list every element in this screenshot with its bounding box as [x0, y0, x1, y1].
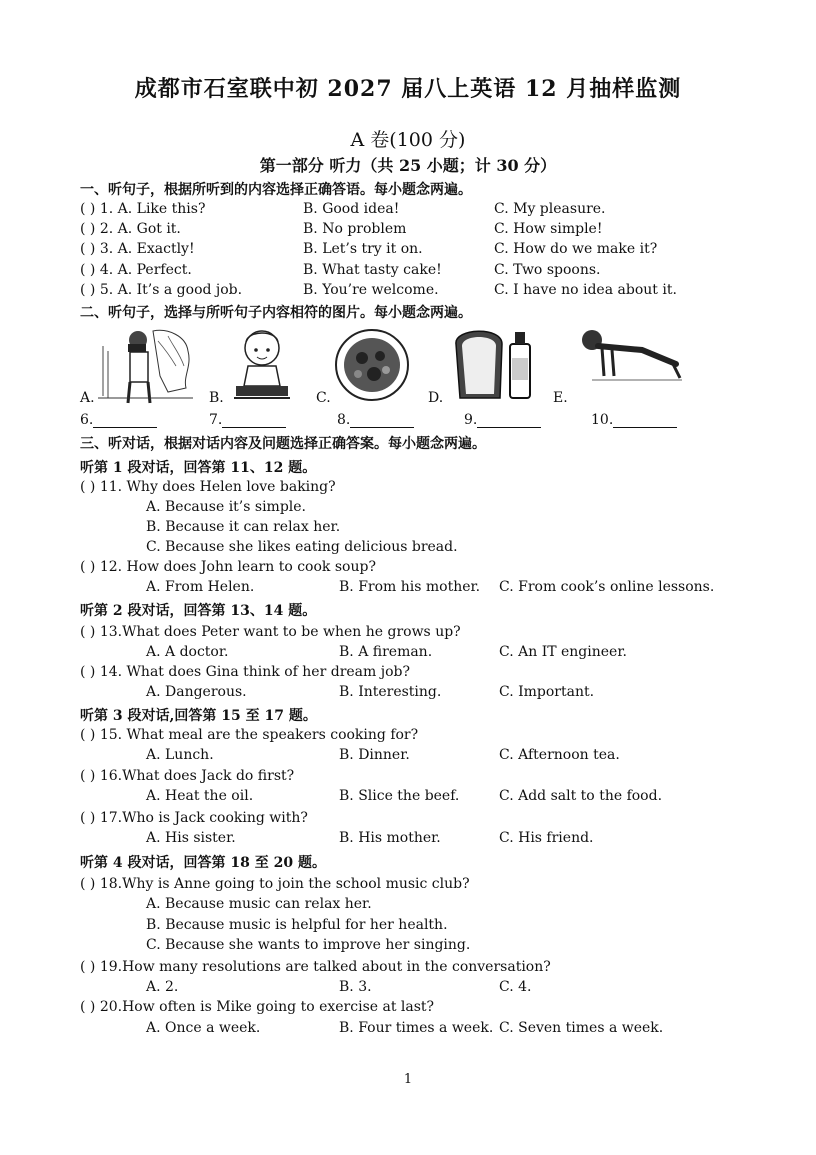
q11-option-c: C. Because she likes eating delicious bread.: [146, 539, 458, 555]
q2-c: C. How simple!: [494, 221, 603, 237]
q3-c: C. How do we make it?: [494, 241, 658, 257]
picture-b-boy-cooking: [226, 326, 298, 406]
q14-option-a: A. Dangerous.: [146, 684, 247, 700]
q15-option-b: B. Dinner.: [339, 747, 410, 763]
dialogue2-heading: 听第 2 段对话，回答第 13、14 题。: [80, 603, 317, 619]
picture-label-d: D.: [428, 390, 444, 406]
q18-option-b: B. Because music is helpful for her health.: [146, 917, 448, 933]
q15-option-c: C. Afternoon tea.: [499, 747, 620, 763]
picture-label-e: E.: [553, 390, 568, 406]
picture-label-b: B.: [209, 390, 224, 406]
q12: ( ) 12. How does John learn to cook soup?: [80, 559, 376, 575]
q19: ( ) 19.How many resolutions are talked about in the conversation?: [80, 959, 551, 975]
q20: ( ) 20.How often is Mike going to exercise at last?: [80, 999, 435, 1015]
blank-7[interactable]: [209, 412, 286, 428]
q18-option-a: A. Because music can relax her.: [146, 896, 372, 912]
blank-6-number: 6.: [80, 412, 94, 428]
q4-c: C. Two spoons.: [494, 262, 601, 278]
section1-heading: 一、听句子，根据所听到的内容选择正确答语。每小题念两遍。: [80, 182, 472, 198]
blank-8[interactable]: [337, 412, 414, 428]
picture-label-a: A.: [80, 390, 95, 406]
picture-e-pushup: [572, 326, 684, 386]
q13-option-b: B. A fireman.: [339, 644, 433, 660]
q17-option-a: A. His sister.: [146, 830, 236, 846]
q20-option-b: B. Four times a week.: [339, 1020, 494, 1036]
q5-b: B. You’re welcome.: [303, 282, 439, 298]
q19-option-b: B. 3.: [339, 979, 372, 995]
picture-c-food-bowl: [334, 328, 410, 402]
q20-option-c: C. Seven times a week.: [499, 1020, 664, 1036]
q12-option-a: A. From Helen.: [146, 579, 255, 595]
picture-label-c: C.: [316, 390, 331, 406]
q5-c: C. I have no idea about it.: [494, 282, 677, 298]
q20-option-a: A. Once a week.: [146, 1020, 261, 1036]
picture-d-bread-milk: [452, 326, 534, 402]
blank-6[interactable]: [80, 412, 157, 428]
q4-b: B. What tasty cake!: [303, 262, 442, 278]
q13-option-c: C. An IT engineer.: [499, 644, 627, 660]
section3-heading: 三、听对话，根据对话内容及问题选择正确答案。每小题念两遍。: [80, 436, 486, 452]
q18-option-c: C. Because she wants to improve her singing.: [146, 937, 471, 953]
blank-9[interactable]: [464, 412, 541, 428]
picture-a-photographer: [98, 326, 193, 404]
page-number: 1: [403, 1072, 413, 1087]
blank-7-number: 7.: [209, 412, 223, 428]
blank-10[interactable]: [591, 412, 677, 428]
q1-c: C. My pleasure.: [494, 201, 606, 217]
q3-b: B. Let’s try it on.: [303, 241, 423, 257]
exam-title: 成都市石室联中初 2027 届八上英语 12 月抽样监测: [134, 76, 682, 102]
q12-option-c: C. From cook’s online lessons.: [499, 579, 715, 595]
q14: ( ) 14. What does Gina think of her dream job?: [80, 664, 410, 680]
q16-option-a: A. Heat the oil.: [146, 788, 254, 804]
q15: ( ) 15. What meal are the speakers cooking for?: [80, 727, 419, 743]
q13: ( ) 13.What does Peter want to be when he grows up?: [80, 624, 461, 640]
q19-option-a: A. 2.: [146, 979, 179, 995]
q17-option-c: C. His friend.: [499, 830, 594, 846]
dialogue1-heading: 听第 1 段对话，回答第 11、12 题。: [80, 460, 317, 476]
q11-option-a: A. Because it’s simple.: [146, 499, 307, 515]
paper-a-label: A 卷(100 分): [350, 129, 466, 151]
section2-heading: 二、听句子，选择与所听句子内容相符的图片。每小题念两遍。: [80, 305, 472, 321]
q11-option-b: B. Because it can relax her.: [146, 519, 341, 535]
q17-option-b: B. His mother.: [339, 830, 441, 846]
q11: ( ) 11. Why does Helen love baking?: [80, 479, 336, 495]
q13-option-a: A. A doctor.: [146, 644, 229, 660]
q4-a: ( ) 4. A. Perfect.: [80, 262, 192, 278]
q12-option-b: B. From his mother.: [339, 579, 481, 595]
blank-10-number: 10.: [591, 412, 614, 428]
q3-a: ( ) 3. A. Exactly!: [80, 241, 195, 257]
q19-option-c: C. 4.: [499, 979, 532, 995]
q5-a: ( ) 5. A. It’s a good job.: [80, 282, 243, 298]
q16-option-b: B. Slice the beef.: [339, 788, 460, 804]
blank-9-number: 9.: [464, 412, 478, 428]
q16-option-c: C. Add salt to the food.: [499, 788, 663, 804]
q18: ( ) 18.Why is Anne going to join the school music club?: [80, 876, 470, 892]
q14-option-c: C. Important.: [499, 684, 595, 700]
dialogue3-heading: 听第 3 段对话,回答第 15 至 17 题。: [80, 708, 317, 724]
q15-option-a: A. Lunch.: [146, 747, 214, 763]
q1-a: ( ) 1. A. Like this?: [80, 201, 206, 217]
q2-a: ( ) 2. A. Got it.: [80, 221, 181, 237]
blank-8-number: 8.: [337, 412, 351, 428]
q2-b: B. No problem: [303, 221, 407, 237]
part1-heading: 第一部分 听力（共 25 小题；计 30 分）: [259, 156, 557, 175]
q17: ( ) 17.Who is Jack cooking with?: [80, 810, 308, 826]
q14-option-b: B. Interesting.: [339, 684, 442, 700]
q16: ( ) 16.What does Jack do first?: [80, 768, 295, 784]
dialogue4-heading: 听第 4 段对话，回答第 18 至 20 题。: [80, 855, 326, 871]
q1-b: B. Good idea!: [303, 201, 400, 217]
